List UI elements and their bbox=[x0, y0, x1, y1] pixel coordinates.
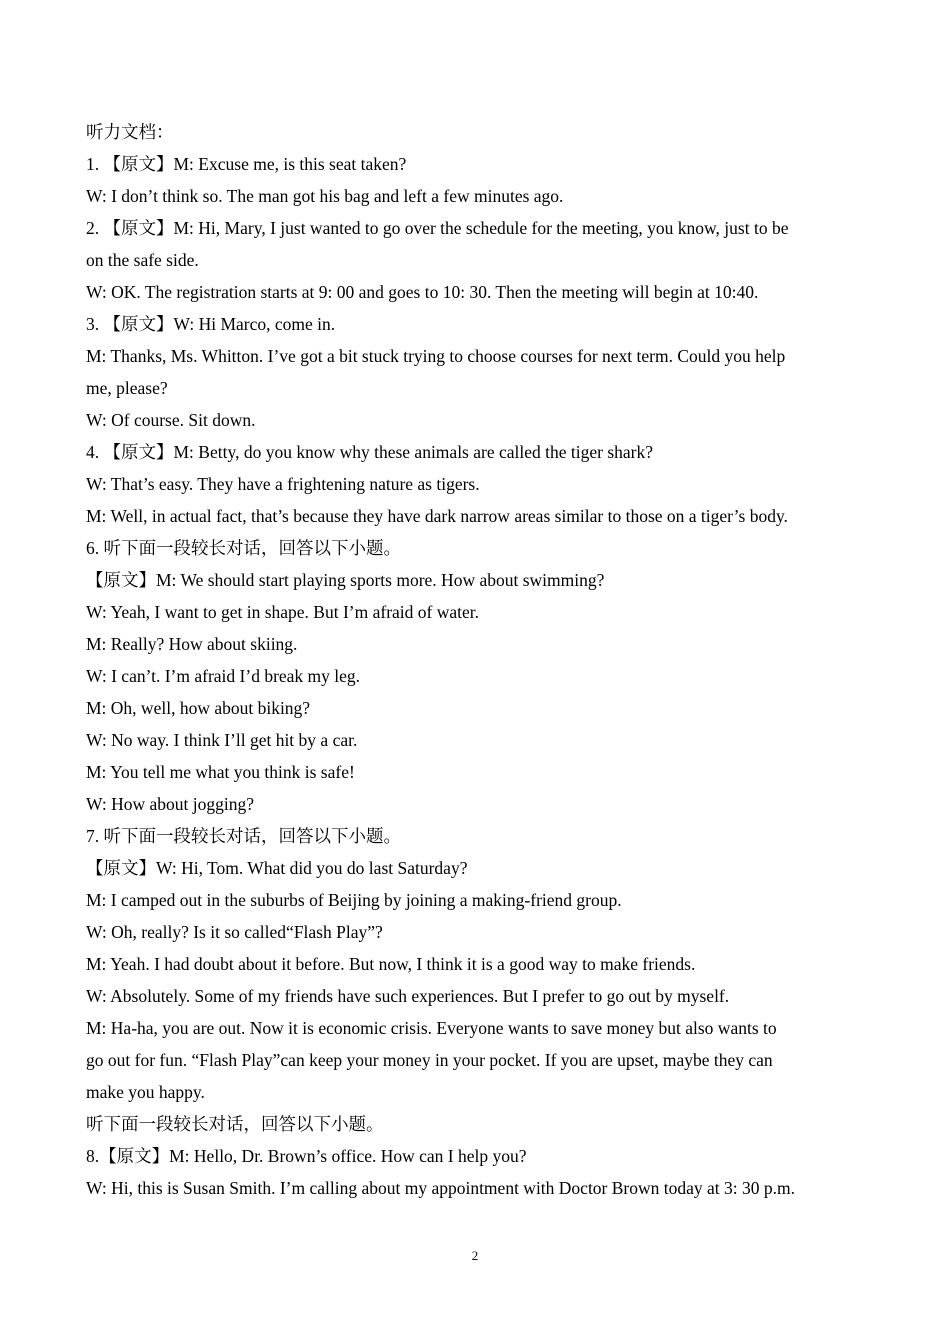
transcript-line: M: Ha-ha, you are out. Now it is economic crisis. Everyone wants to save money but also wants to bbox=[86, 1018, 777, 1038]
transcript-line: 【原文】W: Hi, Tom. What did you do last Saturday? bbox=[86, 858, 468, 878]
transcript-line: W: No way. I think I’ll get hit by a car. bbox=[86, 730, 358, 750]
transcript-line: W: OK. The registration starts at 9: 00 and goes to 10: 30. Then the meeting will begin at 10:40. bbox=[86, 282, 759, 302]
transcript-line: 4. 【原文】M: Betty, do you know why these animals are called the tiger shark? bbox=[86, 442, 653, 462]
transcript-line: W: Absolutely. Some of my friends have such experiences. But I prefer to go out by myself. bbox=[86, 986, 730, 1006]
transcript-line: M: I camped out in the suburbs of Beijing by joining a making-friend group. bbox=[86, 890, 622, 910]
transcript-line: 8.【原文】M: Hello, Dr. Brown’s office. How can I help you? bbox=[86, 1146, 527, 1166]
transcript-line: M: Thanks, Ms. Whitton. I’ve got a bit stuck trying to choose courses for next term. Could you help bbox=[86, 346, 786, 366]
transcript-line: M: Really? How about skiing. bbox=[86, 634, 298, 654]
transcript-line: W: Hi, this is Susan Smith. I’m calling about my appointment with Doctor Brown today at 3: 30 p.m. bbox=[86, 1178, 796, 1198]
transcript-line: W: Oh, really? Is it so called“Flash Play”? bbox=[86, 922, 383, 942]
transcript-line: me, please? bbox=[86, 378, 168, 398]
transcript-line: 3. 【原文】W: Hi Marco, come in. bbox=[86, 314, 336, 334]
question-heading: 6. 听下面一段较长对话，回答以下小题。 bbox=[86, 538, 401, 558]
transcript-line: W: I can’t. I’m afraid I’d break my leg. bbox=[86, 666, 361, 686]
transcript-line: on the safe side. bbox=[86, 250, 199, 270]
transcript-line: make you happy. bbox=[86, 1082, 205, 1102]
transcript-line: M: You tell me what you think is safe! bbox=[86, 762, 355, 782]
transcript-line: W: Yeah, I want to get in shape. But I’m afraid of water. bbox=[86, 602, 479, 622]
transcript-line: M: Oh, well, how about biking? bbox=[86, 698, 311, 718]
transcript-line: go out for fun. “Flash Play”can keep your money in your pocket. If you are upset, maybe they can bbox=[86, 1050, 773, 1070]
transcript-line: W: I don’t think so. The man got his bag and left a few minutes ago. bbox=[86, 186, 564, 206]
transcript-line: 【原文】M: We should start playing sports more. How about swimming? bbox=[86, 570, 605, 590]
transcript-line: 1. 【原文】M: Excuse me, is this seat taken? bbox=[86, 154, 407, 174]
section-heading: 听力文档： bbox=[86, 122, 174, 142]
transcript-line: W: Of course. Sit down. bbox=[86, 410, 256, 430]
question-heading: 听下面一段较长对话，回答以下小题。 bbox=[86, 1114, 384, 1134]
transcript-line: W: That’s easy. They have a frightening nature as tigers. bbox=[86, 474, 480, 494]
transcript-line: 2. 【原文】M: Hi, Mary, I just wanted to go over the schedule for the meeting, you know, just to be bbox=[86, 218, 789, 238]
transcript-line: M: Yeah. I had doubt about it before. But now, I think it is a good way to make friends. bbox=[86, 954, 696, 974]
transcript-body bbox=[86, 116, 876, 1204]
question-heading: 7. 听下面一段较长对话，回答以下小题。 bbox=[86, 826, 401, 846]
page-number: 2 bbox=[471, 1248, 479, 1263]
transcript-line: M: Well, in actual fact, that’s because they have dark narrow areas similar to those on a tiger’s body. bbox=[86, 506, 788, 526]
transcript-line: W: How about jogging? bbox=[86, 794, 255, 814]
